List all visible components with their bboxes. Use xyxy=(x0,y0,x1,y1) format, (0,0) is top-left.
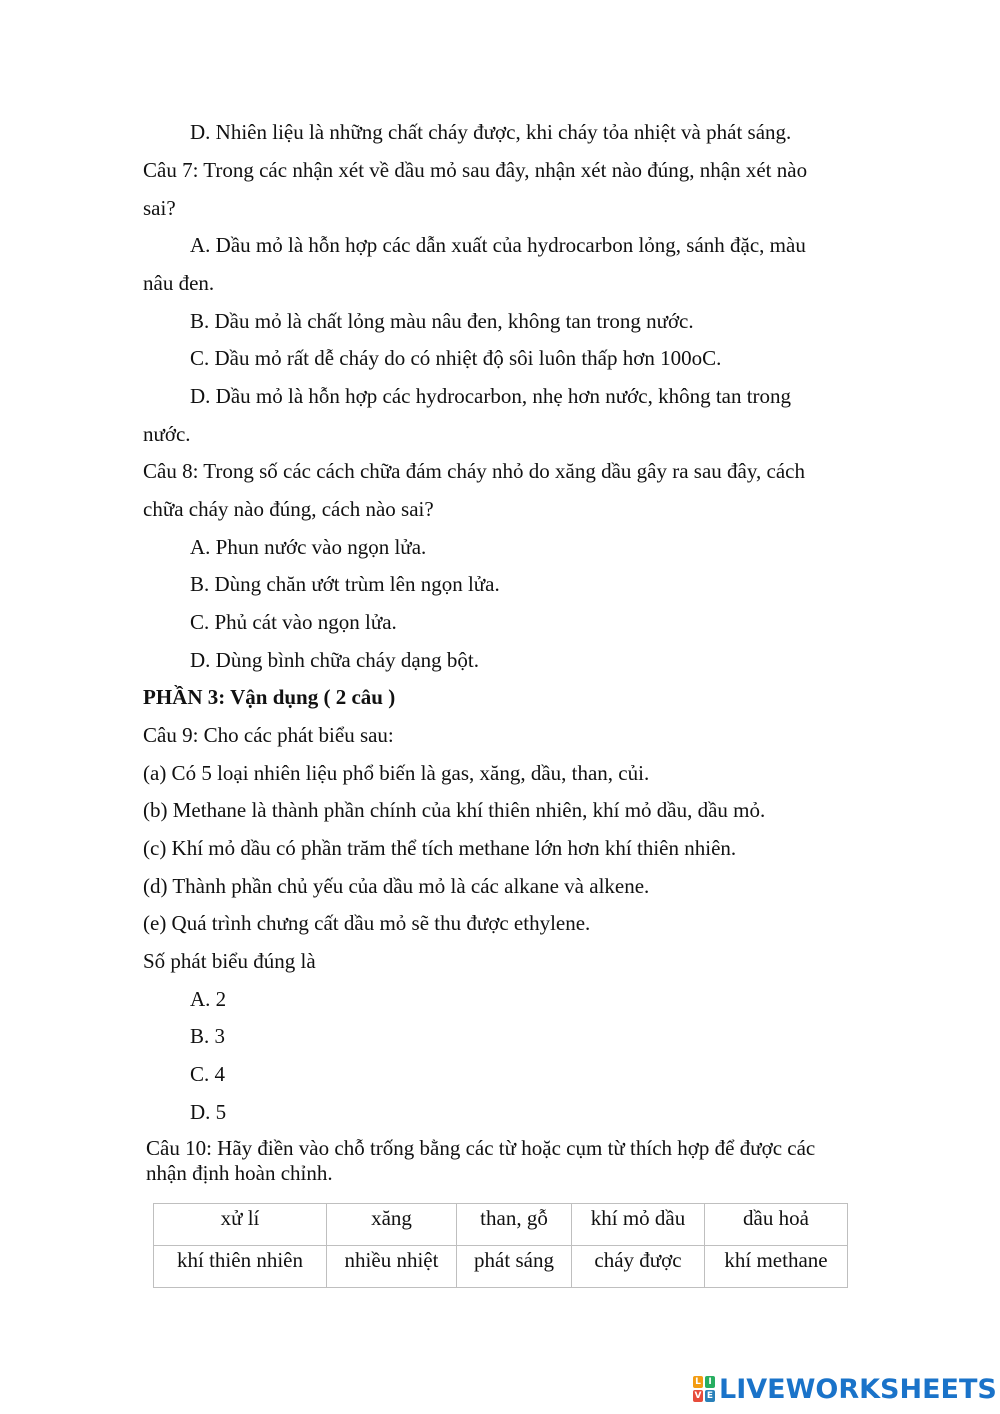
liveworksheets-logo[interactable] xyxy=(693,1374,997,1404)
q7-question: Câu 7: Trong các nhận xét về dầu mỏ sau đây, nhận xét nào đúng, nhận xét nào xyxy=(143,158,808,182)
brand-mark-icon xyxy=(693,1376,715,1402)
q8-option-c: C. Phủ cát vào ngọn lửa. xyxy=(190,610,397,634)
q9-statement-c: (c) Khí mỏ dầu có phần trăm thể tích methane lớn hơn khí thiên nhiên. xyxy=(143,836,737,860)
q6-option-d: D. Nhiên liệu là những chất cháy được, khi cháy tỏa nhiệt và phát sáng. xyxy=(190,120,792,144)
word-bank-row xyxy=(154,1204,848,1246)
q7-option-d-cont: nước. xyxy=(143,422,191,446)
q9-option-d: D. 5 xyxy=(190,1100,227,1124)
word-bank-cell: xử lí xyxy=(154,1204,327,1246)
q9-option-b: B. 3 xyxy=(190,1024,226,1048)
q9-option-a: A. 2 xyxy=(190,987,227,1011)
q9-statement-d: (d) Thành phần chủ yếu của dầu mỏ là các alkane và alkene. xyxy=(143,874,650,898)
q7-question-cont: sai? xyxy=(143,196,176,220)
q9-option-c: C. 4 xyxy=(190,1062,226,1086)
word-bank-cell: xăng xyxy=(327,1204,457,1246)
word-bank-cell: phát sáng xyxy=(457,1246,572,1288)
q8-option-a: A. Phun nước vào ngọn lửa. xyxy=(190,535,427,559)
word-bank-cell: khí mỏ dầu xyxy=(572,1204,705,1246)
q9-statement-b: (b) Methane là thành phần chính của khí thiên nhiên, khí mỏ dầu, dầu mỏ. xyxy=(143,798,766,822)
word-bank-cell: dầu hoả xyxy=(705,1204,848,1246)
word-bank-cell: than, gỗ xyxy=(457,1204,572,1246)
q7-option-d: D. Dầu mỏ là hỗn hợp các hydrocarbon, nhẹ hơn nước, không tan trong xyxy=(190,384,792,408)
section-heading: PHẦN 3: Vận dụng ( 2 câu ) xyxy=(143,685,396,709)
q7-option-c: C. Dầu mỏ rất dễ cháy do có nhiệt độ sôi luôn thấp hơn 100oC. xyxy=(190,346,722,370)
word-bank-cell: khí thiên nhiên xyxy=(154,1246,327,1288)
q9-question: Câu 9: Cho các phát biểu sau: xyxy=(143,723,394,747)
q8-option-b: B. Dùng chăn ướt trùm lên ngọn lửa. xyxy=(190,572,500,596)
q8-option-d: D. Dùng bình chữa cháy dạng bột. xyxy=(190,648,479,672)
word-bank-table xyxy=(153,1203,848,1288)
q8-question: Câu 8: Trong số các cách chữa đám cháy nhỏ do xăng dầu gây ra sau đây, cách xyxy=(143,459,805,483)
q9-statement-a: (a) Có 5 loại nhiên liệu phổ biến là gas, xăng, dầu, than, củi. xyxy=(143,761,650,785)
q9-prompt: Số phát biểu đúng là xyxy=(143,949,316,973)
brand-mark-letter: I xyxy=(705,1376,715,1388)
word-bank-cell: nhiều nhiệt xyxy=(327,1246,457,1288)
word-bank-cell: cháy được xyxy=(572,1246,705,1288)
brand-mark-letter: V xyxy=(694,1391,702,1401)
brand-mark-letter: E xyxy=(706,1391,714,1401)
q7-option-a: A. Dầu mỏ là hỗn hợp các dẫn xuất của hydrocarbon lỏng, sánh đặc, màu xyxy=(190,233,806,257)
word-bank-cell: khí methane xyxy=(705,1246,848,1288)
q10-question: Câu 10: Hãy điền vào chỗ trống bằng các từ hoặc cụm từ thích hợp để được các nhận định hoàn chỉnh. xyxy=(146,1136,816,1185)
brand-name: LIVEWORKSHEETS xyxy=(719,1373,997,1405)
q7-option-b: B. Dầu mỏ là chất lỏng màu nâu đen, không tan trong nước. xyxy=(190,309,694,333)
q9-statement-e: (e) Quá trình chưng cất dầu mỏ sẽ thu được ethylene. xyxy=(143,911,591,935)
q7-option-a-cont: nâu đen. xyxy=(143,271,215,295)
q8-question-cont: chữa cháy nào đúng, cách nào sai? xyxy=(143,497,434,521)
brand-mark-letter: L xyxy=(693,1376,703,1388)
word-bank-row xyxy=(154,1246,848,1288)
